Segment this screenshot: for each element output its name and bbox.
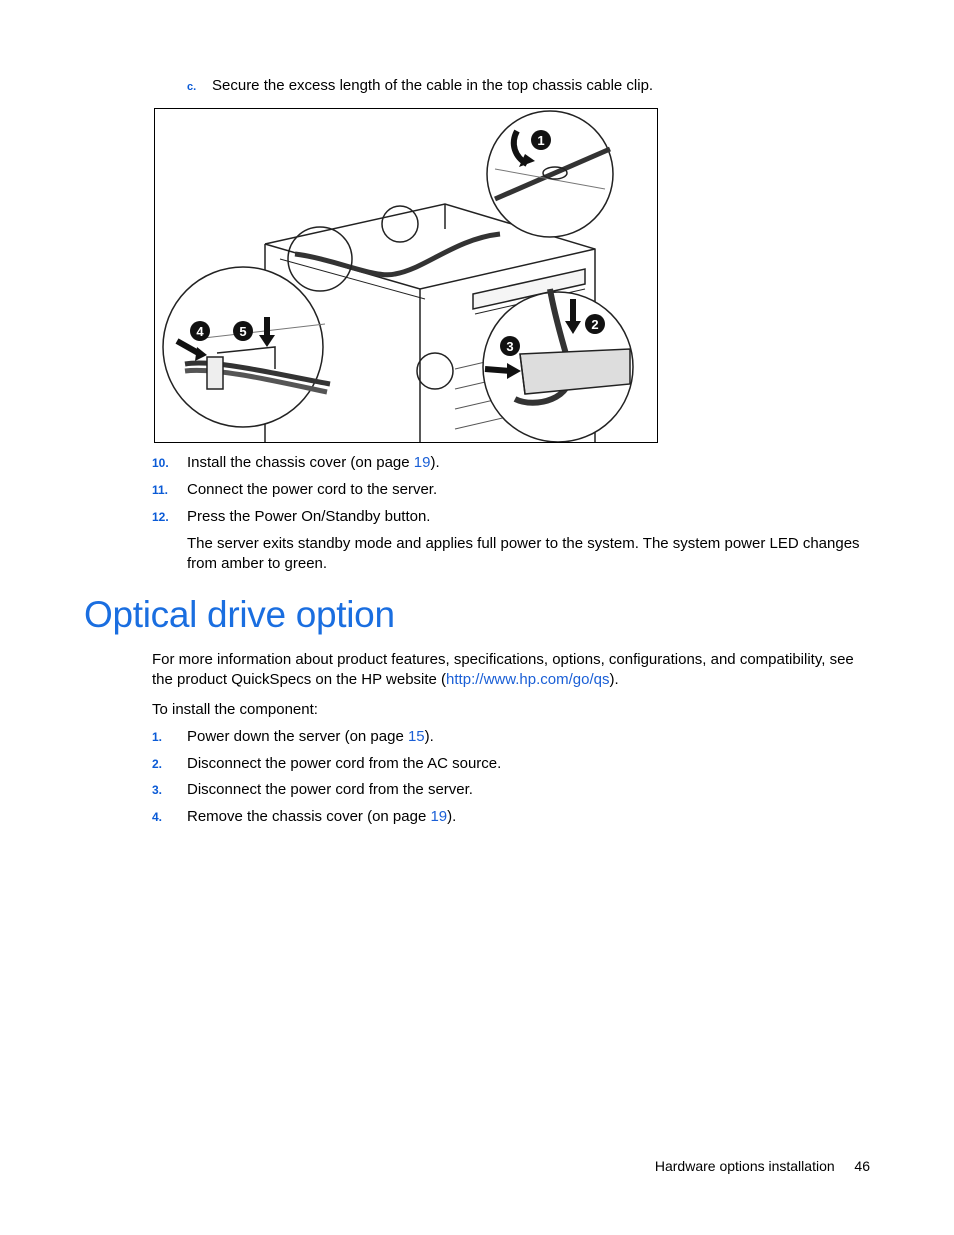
callout-2: 2 (591, 317, 599, 332)
step-12-note: The server exits standby mode and applies full power to the system. The system power LED changes from amber to green. (187, 535, 860, 572)
section-heading: Optical drive option (84, 594, 395, 635)
page-footer (655, 1158, 870, 1174)
callout-5: 5 (239, 324, 247, 339)
step-text: Press the Power On/Standby button. (187, 508, 431, 525)
quickspecs-link[interactable]: http://www.hp.com/go/qs (446, 671, 610, 688)
substep-c (187, 76, 654, 97)
callout-3: 3 (506, 339, 514, 354)
cable-routing-figure (154, 108, 658, 443)
substep-text: Secure the excess length of the cable in the top chassis cable clip. (212, 77, 654, 94)
detail-circle-1 (487, 111, 613, 237)
footer-page-number: 46 (854, 1158, 870, 1174)
page-link[interactable]: 19 (430, 808, 448, 825)
step-number: 2. (152, 757, 163, 771)
footer-section: Hardware options installation (654, 1158, 835, 1174)
step-number: 12. (152, 510, 169, 524)
step-text: Disconnect the power cord from the AC source. (187, 755, 502, 772)
detail-circle-2-3 (483, 289, 633, 442)
step-text: Install the chassis cover (on page 19). (187, 454, 440, 471)
step-number: 11. (152, 483, 169, 497)
step-number: 1. (152, 730, 163, 744)
page-link[interactable]: 19 (413, 454, 431, 471)
step-number: 3. (152, 783, 163, 797)
step-text: Remove the chassis cover (on page 19). (187, 808, 457, 825)
step-number: 4. (152, 810, 163, 824)
page-link[interactable]: 15 (407, 728, 425, 745)
step-number: 10. (152, 456, 169, 470)
substep-marker: c. (187, 81, 197, 93)
step-text: Disconnect the power cord from the server. (187, 781, 473, 798)
callout-4: 4 (196, 324, 204, 339)
install-intro: To install the component: (152, 701, 318, 718)
server-illustration (155, 109, 658, 443)
detail-circle-4-5 (163, 267, 330, 427)
callout-1: 1 (537, 133, 545, 148)
step-text: Power down the server (on page 15). (187, 728, 434, 745)
step-text: Connect the power cord to the server. (187, 481, 438, 498)
intro-paragraph: For more information about product features, specifications, options, configurations, and compatibility, see the product QuickSpecs on the HP website (http://www.hp.com/go/qs). (152, 651, 854, 688)
